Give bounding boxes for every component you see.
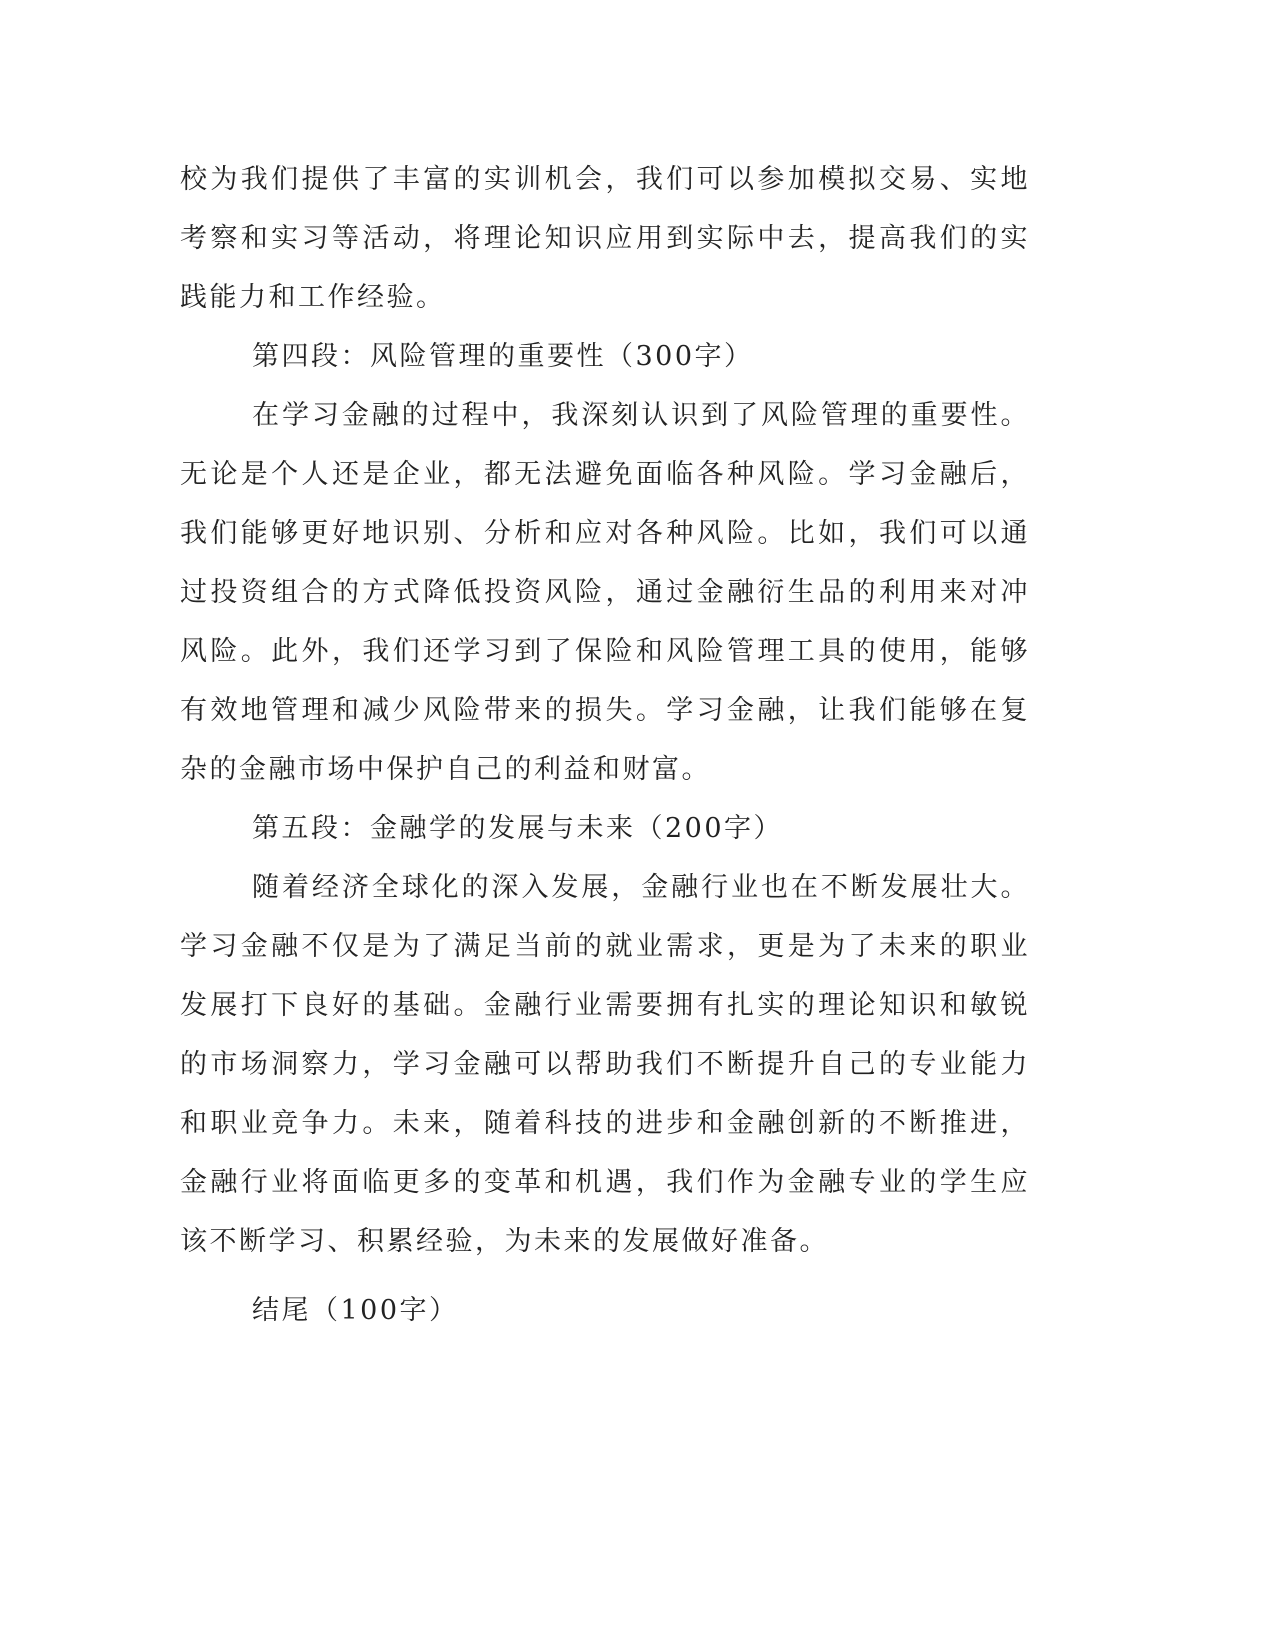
ending-heading: 结尾（100字）: [252, 1295, 459, 1326]
section-5-heading: 第五段：金融学的发展与未来（200字）: [252, 813, 784, 844]
section-4-heading: 第四段：风险管理的重要性（300字）: [252, 341, 754, 372]
continuation-paragraph: 校为我们提供了丰富的实训机会，我们可以参加模拟交易、实地考察和实习等活动，将理论知识应用到实际中去，提高我们的实践能力和工作经验。: [180, 164, 1030, 313]
document-body: [180, 150, 1030, 1340]
section-5-paragraph: 随着经济全球化的深入发展，金融行业也在不断发展壮大。学习金融不仅是为了满足当前的就业需求，更是为了未来的职业发展打下良好的基础。金融行业需要拥有扎实的理论知识和敏锐的市场洞察力，学习金融可以帮助我们不断提升自己的专业能力和职业竞争力。未来，随着科技的进步和金融创新的不断推进，金融行业将面临更多的变革和机遇，我们作为金融专业的学生应该不断学习、积累经验，为未来的发展做好准备。: [180, 872, 1030, 1257]
section-4-paragraph: 在学习金融的过程中，我深刻认识到了风险管理的重要性。无论是个人还是企业，都无法避免面临各种风险。学习金融后，我们能够更好地识别、分析和应对各种风险。比如，我们可以通过投资组合的方式降低投资风险，通过金融衍生品的利用来对冲风险。此外，我们还学习到了保险和风险管理工具的使用，能够有效地管理和减少风险带来的损失。学习金融，让我们能够在复杂的金融市场中保护自己的利益和财富。: [180, 400, 1030, 785]
